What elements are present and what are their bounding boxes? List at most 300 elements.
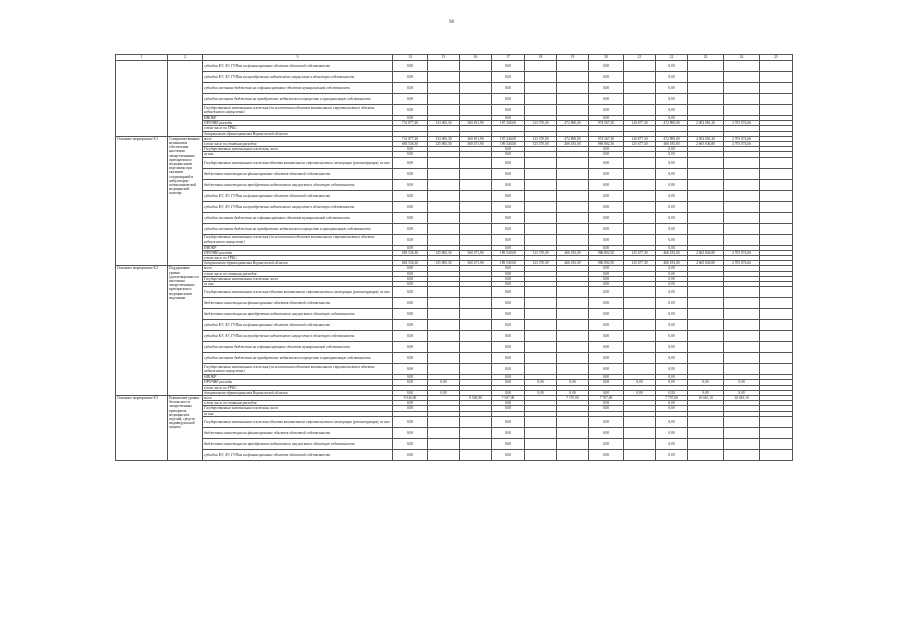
value-cell <box>724 201 760 212</box>
value-cell <box>557 94 589 105</box>
value-cell: 7 707,00 <box>656 396 688 401</box>
value-cell <box>624 234 656 245</box>
value-cell: 0,00 <box>589 282 624 287</box>
value-cell: 0,00 <box>589 331 624 342</box>
row-label-cell: субсидии местным бюджетам на софинансирование объектов муниципальной собственности <box>203 212 393 223</box>
value-cell <box>760 364 793 375</box>
table-row <box>116 190 793 201</box>
value-cell: 2 705 074,66 <box>724 261 760 266</box>
row-label-cell: субсидии местным бюджетам на софинансирование объектов муниципальной собственности <box>203 342 393 353</box>
value-cell: 0,00 <box>393 61 428 72</box>
value-cell <box>688 179 724 190</box>
value-cell <box>624 94 656 105</box>
value-cell <box>428 287 460 298</box>
value-cell <box>688 416 724 427</box>
value-cell <box>724 364 760 375</box>
value-cell <box>428 234 460 245</box>
value-cell <box>428 105 460 116</box>
value-cell: 0,00 <box>428 390 460 395</box>
value-cell <box>525 320 557 331</box>
value-cell <box>688 201 724 212</box>
value-cell <box>688 61 724 72</box>
value-cell: 683 536,30 <box>393 261 428 266</box>
value-cell <box>428 342 460 353</box>
value-cell <box>460 157 492 168</box>
value-cell <box>557 364 589 375</box>
value-cell: 0,00 <box>393 438 428 449</box>
row-label-cell: субсидии КУ, АУ, ГУПам на финансирование объектов областной собственности <box>203 449 393 460</box>
value-cell: 472 890,00 <box>557 136 589 141</box>
value-cell: 683 536,30 <box>393 250 428 255</box>
value-cell: 0,00 <box>589 287 624 298</box>
table-row <box>116 298 793 309</box>
value-cell: 0,00 <box>525 380 557 385</box>
value-cell: 123 370,00 <box>525 250 557 255</box>
value-cell: 0,00 <box>492 72 525 83</box>
value-cell <box>760 438 793 449</box>
value-cell: 0,00 <box>393 406 428 411</box>
value-cell <box>525 427 557 438</box>
value-cell <box>688 438 724 449</box>
value-cell: 0,00 <box>393 157 428 168</box>
value-cell <box>760 83 793 94</box>
value-cell: 974 567,30 <box>589 136 624 141</box>
value-cell: 0,00 <box>656 234 688 245</box>
value-cell <box>624 298 656 309</box>
value-cell <box>525 72 557 83</box>
value-cell <box>624 168 656 179</box>
value-cell: 0,00 <box>393 245 428 250</box>
value-cell <box>525 105 557 116</box>
value-cell: 0,00 <box>492 179 525 190</box>
table-row <box>116 72 793 83</box>
value-cell <box>688 427 724 438</box>
value-cell <box>460 298 492 309</box>
table-row <box>116 416 793 427</box>
value-cell: 0,00 <box>525 390 557 395</box>
value-cell: 360 471,90 <box>460 142 492 147</box>
value-cell <box>760 427 793 438</box>
value-cell: 0,00 <box>393 375 428 380</box>
value-cell <box>624 83 656 94</box>
row-label-cell: департамент здравоохранения Воронежской области <box>203 390 393 395</box>
value-cell <box>460 234 492 245</box>
value-cell <box>460 353 492 364</box>
row-label-cell: бюджетные инвестиции на финансирование объектов областной собственности <box>203 298 393 309</box>
value-cell: 0,00 <box>589 157 624 168</box>
value-cell: 0,00 <box>688 380 724 385</box>
value-cell: 360 471,90 <box>460 250 492 255</box>
column-number: 18 <box>525 55 557 61</box>
table-row <box>116 212 793 223</box>
value-cell: 125 865,30 <box>428 261 460 266</box>
value-cell: 360 811,90 <box>460 136 492 141</box>
column-number: 17 <box>492 55 525 61</box>
value-cell: 0,00 <box>393 94 428 105</box>
value-cell <box>428 427 460 438</box>
row-label-cell: субсидии местным бюджетам на приобретение недвижимого имущества в муниципальную собственность <box>203 94 393 105</box>
value-cell <box>525 83 557 94</box>
value-cell <box>460 320 492 331</box>
value-cell: 0,00 <box>393 212 428 223</box>
value-cell <box>557 72 589 83</box>
value-cell <box>460 72 492 83</box>
value-cell: 0,00 <box>589 427 624 438</box>
value-cell <box>428 179 460 190</box>
value-cell <box>688 168 724 179</box>
group-desc-cell <box>168 61 203 137</box>
row-label-cell: бюджетные инвестиции на финансирование объектов областной собственности <box>203 427 393 438</box>
value-cell: 0,00 <box>656 147 688 152</box>
row-label-cell: Государственные капитальные вложения объекты капитального строительства и мелиорации (реконструкция), из них: <box>203 287 393 298</box>
value-cell: 0,00 <box>656 223 688 234</box>
value-cell: 0,00 <box>589 72 624 83</box>
value-cell <box>460 212 492 223</box>
value-cell: 120 677,30 <box>624 136 656 141</box>
value-cell: 0,00 <box>492 190 525 201</box>
value-cell: 0,00 <box>589 61 624 72</box>
value-cell: 0,00 <box>492 320 525 331</box>
value-cell <box>688 309 724 320</box>
value-cell <box>460 309 492 320</box>
value-cell: 0,00 <box>393 331 428 342</box>
row-label-cell: субсидии местным бюджетам на приобретение недвижимого имущества в муниципальную собственность <box>203 223 393 234</box>
value-cell <box>688 449 724 460</box>
value-cell: 472 890,00 <box>656 136 688 141</box>
table-row <box>116 309 793 320</box>
value-cell <box>724 449 760 460</box>
value-cell: 0,00 <box>589 271 624 276</box>
value-cell <box>624 201 656 212</box>
value-cell: 0,00 <box>492 157 525 168</box>
value-cell <box>760 190 793 201</box>
value-cell: 125 865,30 <box>428 142 460 147</box>
value-cell: 0,00 <box>393 282 428 287</box>
value-cell: 0,00 <box>589 401 624 406</box>
value-cell: 0,00 <box>492 201 525 212</box>
value-cell: 0,00 <box>589 375 624 380</box>
value-cell: 0,00 <box>492 223 525 234</box>
row-label-cell: субсидии КУ, АУ, ГУПам на приобретение недвижимого имущества в областную собственность <box>203 201 393 212</box>
value-cell: 0,00 <box>393 416 428 427</box>
table-row <box>116 331 793 342</box>
row-label-cell: Государственные капитальные вложения, всего <box>203 406 393 411</box>
value-cell: 0,00 <box>656 94 688 105</box>
value-cell: 10 045,10 <box>688 396 724 401</box>
table-row <box>116 438 793 449</box>
table-row <box>116 201 793 212</box>
value-cell <box>760 320 793 331</box>
value-cell <box>428 212 460 223</box>
table-row <box>116 342 793 353</box>
value-cell <box>525 61 557 72</box>
value-cell: 0,00 <box>492 94 525 105</box>
row-label-cell: в том числе по ГРБС: <box>203 256 393 261</box>
value-cell: 0,00 <box>492 152 525 157</box>
column-number: 20 <box>589 55 624 61</box>
value-cell: 0,00 <box>589 416 624 427</box>
value-cell: 0,00 <box>393 320 428 331</box>
event-name-cell: Основное мероприятие 8.3 <box>116 396 168 461</box>
value-cell <box>724 179 760 190</box>
value-cell: 0,00 <box>393 298 428 309</box>
value-cell: 0,00 <box>557 380 589 385</box>
table-row <box>116 287 793 298</box>
value-cell: 360 811,90 <box>460 121 492 126</box>
value-cell: 0,00 <box>589 298 624 309</box>
table-row <box>116 94 793 105</box>
value-cell: 0,00 <box>656 449 688 460</box>
row-label-cell: из них: <box>203 152 393 157</box>
value-cell: 0,00 <box>393 234 428 245</box>
value-cell <box>724 342 760 353</box>
value-cell: 0,00 <box>624 380 656 385</box>
value-cell <box>525 157 557 168</box>
value-cell <box>724 157 760 168</box>
value-cell: 0,00 <box>656 168 688 179</box>
value-cell: 0,00 <box>656 309 688 320</box>
value-cell <box>428 449 460 460</box>
row-label-cell: из них: <box>203 282 393 287</box>
value-cell <box>724 287 760 298</box>
row-label-cell: субсидии КУ, АУ, ГУПам на финансирование объектов областной собственности <box>203 61 393 72</box>
value-cell <box>460 94 492 105</box>
value-cell <box>624 416 656 427</box>
value-cell: 0,00 <box>589 449 624 460</box>
value-cell <box>557 449 589 460</box>
value-cell <box>460 416 492 427</box>
value-cell: 0,00 <box>492 276 525 281</box>
value-cell <box>460 364 492 375</box>
value-cell: 731 877,20 <box>393 121 428 126</box>
value-cell: 0,00 <box>492 83 525 94</box>
value-cell: 0,00 <box>492 353 525 364</box>
value-cell: 986 802,50 <box>589 250 624 255</box>
value-cell <box>760 298 793 309</box>
value-cell <box>428 320 460 331</box>
value-cell: 0,00 <box>492 287 525 298</box>
value-cell: 2 002 081,20 <box>688 136 724 141</box>
column-number: 22 <box>656 55 688 61</box>
value-cell: 2 665 846,80 <box>688 142 724 147</box>
value-cell <box>760 201 793 212</box>
value-cell: 0,00 <box>656 266 688 271</box>
value-cell: 0,00 <box>393 390 428 395</box>
value-cell <box>525 212 557 223</box>
value-cell: 0,00 <box>393 190 428 201</box>
value-cell: 123 370,00 <box>525 142 557 147</box>
value-cell: 0,00 <box>492 234 525 245</box>
value-cell: 125 677,30 <box>624 261 656 266</box>
value-cell <box>428 168 460 179</box>
value-cell <box>624 342 656 353</box>
value-cell <box>760 449 793 460</box>
value-cell <box>760 168 793 179</box>
value-cell: 2 705 074,66 <box>724 142 760 147</box>
column-number: 19 <box>557 55 589 61</box>
value-cell <box>557 320 589 331</box>
value-cell: 0,00 <box>393 147 428 152</box>
value-cell <box>557 223 589 234</box>
value-cell: 466 183,00 <box>656 142 688 147</box>
value-cell: 0,00 <box>492 212 525 223</box>
value-cell <box>525 234 557 245</box>
value-cell: 0,00 <box>589 364 624 375</box>
value-cell <box>557 168 589 179</box>
event-desc-cell: Повышение уровня безопасности лекарственных препаратов, медицинских изделий, средств индивидуальной защиты <box>168 396 203 461</box>
value-cell <box>428 61 460 72</box>
row-label-cell: Государственные капитальные вложения (за исключением объектов капитального строительства в объекты недвижимого имущества) <box>203 105 393 116</box>
value-cell: 0,00 <box>393 116 428 121</box>
value-cell: 0,00 <box>492 449 525 460</box>
column-number: 15 <box>428 55 460 61</box>
value-cell: 0,00 <box>589 266 624 271</box>
row-label-cell: Государственные капитальные вложения, всего <box>203 147 393 152</box>
column-number: 25 <box>760 55 793 61</box>
value-cell <box>557 179 589 190</box>
value-cell <box>688 364 724 375</box>
event-desc-cell: Поддержание уровня удовлетворенности населения лекарственными препаратами и медицинскими изделиями <box>168 266 203 396</box>
row-label-cell: бюджетные инвестиции на финансирование объектов областной собственности <box>203 168 393 179</box>
value-cell: 0,00 <box>589 406 624 411</box>
value-cell: 0,00 <box>393 168 428 179</box>
value-cell: 0,00 <box>393 276 428 281</box>
value-cell <box>760 212 793 223</box>
value-cell: 7 707,00 <box>557 396 589 401</box>
value-cell <box>760 287 793 298</box>
row-label-cell: всего <box>203 136 393 141</box>
value-cell: 0,00 <box>656 287 688 298</box>
value-cell: 0,00 <box>589 190 624 201</box>
value-cell <box>724 61 760 72</box>
value-cell: 0,00 <box>589 116 624 121</box>
value-cell <box>525 287 557 298</box>
value-cell <box>688 83 724 94</box>
table-row <box>116 105 793 116</box>
value-cell: 189 540,00 <box>492 261 525 266</box>
value-cell <box>525 309 557 320</box>
table-row <box>116 353 793 364</box>
value-cell: 0,00 <box>656 353 688 364</box>
value-cell: 120 677,30 <box>624 121 656 126</box>
value-cell: 0,00 <box>656 406 688 411</box>
value-cell: 466 183,00 <box>656 250 688 255</box>
value-cell <box>760 72 793 83</box>
value-cell <box>525 190 557 201</box>
value-cell: 0,00 <box>589 147 624 152</box>
row-label-cell: Государственные капитальные вложения (за исключением объектов капитального строительства в объекты недвижимого имущества) <box>203 234 393 245</box>
value-cell <box>460 190 492 201</box>
value-cell <box>428 157 460 168</box>
value-cell: 0,00 <box>589 380 624 385</box>
value-cell <box>724 438 760 449</box>
value-cell <box>525 342 557 353</box>
value-cell <box>428 190 460 201</box>
value-cell: 0,00 <box>589 353 624 364</box>
value-cell: 9 540,90 <box>460 396 492 401</box>
table-row <box>116 223 793 234</box>
row-label-cell: всего <box>203 266 393 271</box>
value-cell <box>724 427 760 438</box>
row-label-cell: Государственные капитальные вложения, всего <box>203 276 393 281</box>
value-cell: 0,00 <box>656 105 688 116</box>
value-cell <box>460 168 492 179</box>
row-label-cell: ПРОЧИЕ расходы <box>203 121 393 126</box>
value-cell: 0,00 <box>724 390 760 395</box>
value-cell <box>724 234 760 245</box>
table-row <box>116 168 793 179</box>
value-cell: 0,00 <box>656 380 688 385</box>
value-cell: 0,00 <box>656 179 688 190</box>
value-cell: 123 370,00 <box>525 136 557 141</box>
value-cell: 0,00 <box>492 380 525 385</box>
value-cell <box>724 331 760 342</box>
value-cell <box>724 212 760 223</box>
value-cell: 0,00 <box>492 298 525 309</box>
row-label-cell: департамент здравоохранения Воронежской области <box>203 131 393 136</box>
event-name-cell: Основное мероприятие 8.2 <box>116 266 168 396</box>
value-cell <box>624 72 656 83</box>
row-label-cell: НИОКР <box>203 245 393 250</box>
table-row <box>116 364 793 375</box>
table-row <box>116 320 793 331</box>
value-cell: 0,00 <box>492 406 525 411</box>
value-cell <box>688 105 724 116</box>
value-cell <box>525 364 557 375</box>
value-cell <box>460 342 492 353</box>
value-cell <box>624 223 656 234</box>
value-cell <box>624 427 656 438</box>
value-cell: 0,00 <box>589 245 624 250</box>
value-cell <box>724 309 760 320</box>
value-cell: 0,00 <box>393 223 428 234</box>
row-label-cell: департамент здравоохранения Воронежской области <box>203 261 393 266</box>
value-cell <box>624 309 656 320</box>
value-cell <box>460 105 492 116</box>
value-cell <box>760 342 793 353</box>
value-cell: 360 471,90 <box>460 261 492 266</box>
table-row <box>116 427 793 438</box>
value-cell <box>428 298 460 309</box>
value-cell <box>760 61 793 72</box>
value-cell: 0,00 <box>492 375 525 380</box>
value-cell: 466 183,00 <box>656 261 688 266</box>
value-cell: 0,00 <box>656 116 688 121</box>
row-label-cell: в том числе по ГРБС: <box>203 385 393 390</box>
row-label-cell: субсидии местным бюджетам на софинансирование объектов муниципальной собственности <box>203 83 393 94</box>
value-cell <box>724 105 760 116</box>
value-cell <box>460 83 492 94</box>
value-cell <box>525 298 557 309</box>
value-cell <box>557 83 589 94</box>
value-cell: 187 240,00 <box>492 121 525 126</box>
event-name-cell: Основное мероприятие 8.1 <box>116 136 168 266</box>
value-cell <box>624 287 656 298</box>
table-row <box>116 179 793 190</box>
value-cell: 0,00 <box>393 309 428 320</box>
value-cell: 0,00 <box>492 245 525 250</box>
value-cell: 7 707,00 <box>589 396 624 401</box>
value-cell: 0,00 <box>656 190 688 201</box>
value-cell: 0,00 <box>656 83 688 94</box>
value-cell: 0,00 <box>589 94 624 105</box>
value-cell: 0,00 <box>393 401 428 406</box>
value-cell <box>624 449 656 460</box>
value-cell <box>557 427 589 438</box>
value-cell <box>688 331 724 342</box>
value-cell: 0,00 <box>393 179 428 190</box>
table-row <box>116 157 793 168</box>
